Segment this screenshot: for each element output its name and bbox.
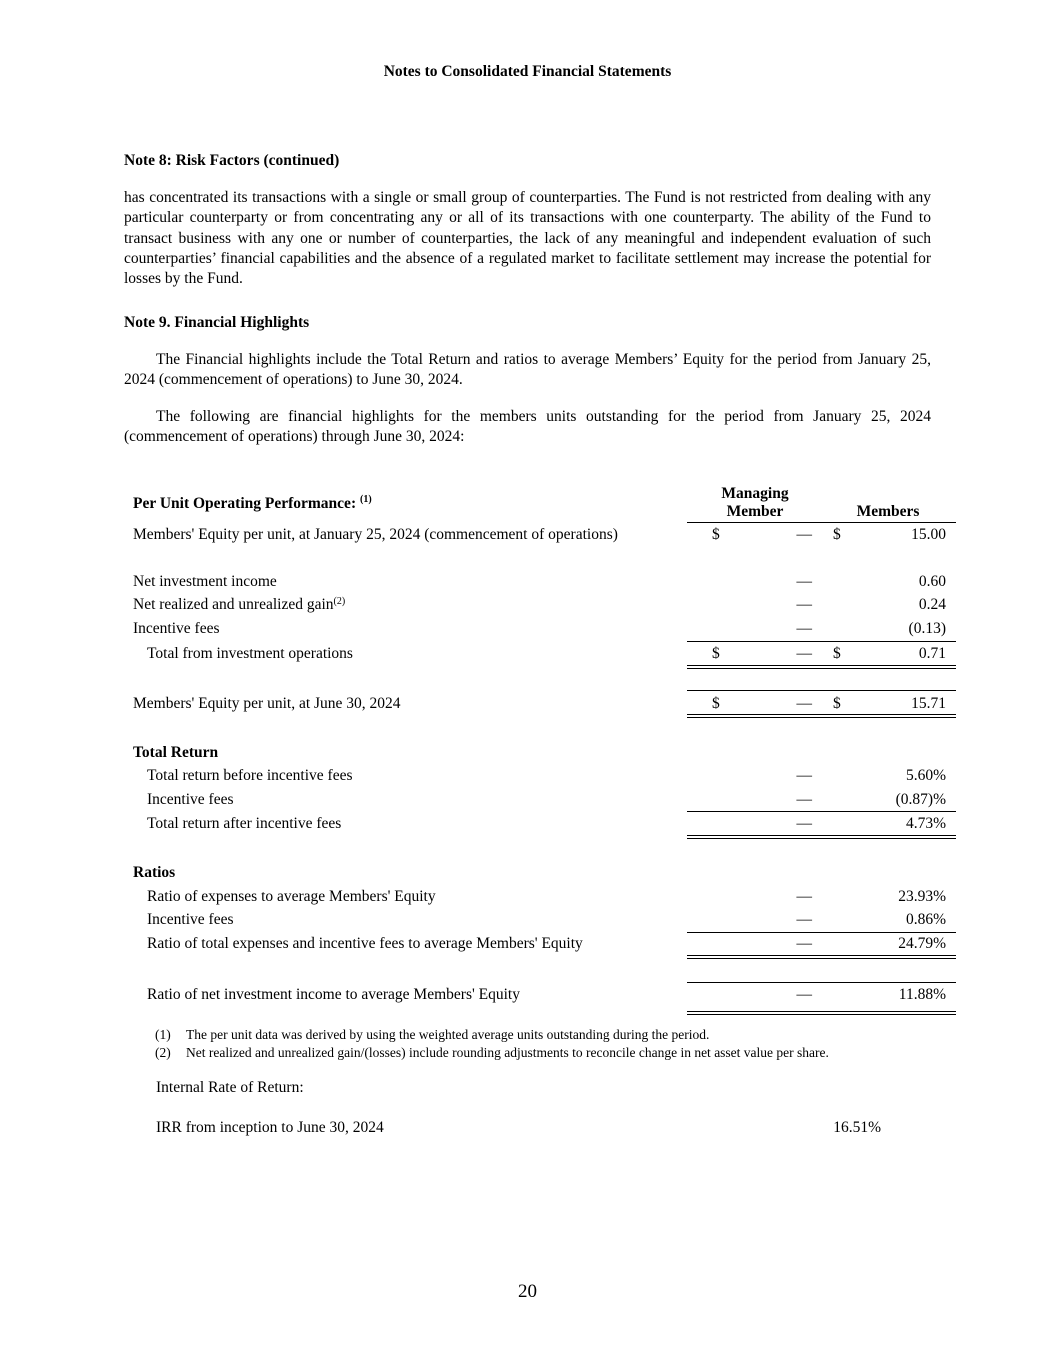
footnote-ref: (2) [333,596,346,607]
members-value: (0.13) [908,620,946,637]
total-double-rule [687,1011,956,1015]
currency-symbol: $ [712,526,720,543]
page-header: Notes to Consolidated Financial Statements [383,63,672,80]
footnote-number: (2) [155,1045,171,1060]
row-label: Members' Equity per unit, at June 30, 2024 [133,695,401,712]
managing-member-value: — [796,888,812,905]
managing-member-value: — [796,526,812,543]
irr-value: 16.51% [833,1119,881,1136]
managing-member-value: — [796,791,812,808]
note9-title: Note 9. Financial Highlights [124,314,310,331]
column-header-managing-line2: Member [726,503,784,520]
members-value: 15.00 [911,526,946,543]
subtotal-rule [687,932,956,933]
table-row [0,573,1055,595]
total-double-rule [687,714,956,718]
managing-member-value: — [796,911,812,928]
footnote-1 [155,1027,709,1043]
members-value: 0.24 [918,596,946,613]
table-row [0,620,1055,642]
row-label: Total return before incentive fees [147,767,353,784]
members-value: 15.71 [911,695,946,712]
table-row [0,815,1055,837]
currency-symbol: $ [712,695,720,712]
members-value: 0.86% [905,911,946,928]
subtotal-rule [687,982,956,983]
currency-symbol: $ [833,695,841,712]
page-number: 20 [518,1281,537,1302]
managing-member-value: — [796,767,812,784]
subtotal-rule [687,641,956,642]
section-header-row [0,864,1055,886]
managing-member-value: — [796,596,812,613]
subtotal-rule [687,690,956,691]
total-double-rule [687,835,956,839]
table-title-text: Per Unit Operating Performance: [133,495,357,512]
row-label-text: Net realized and unrealized gain [133,596,334,613]
row-label: Total from investment operations [147,645,353,662]
table-row [0,645,1055,667]
irr-heading: Internal Rate of Return: [156,1079,304,1096]
managing-member-value: — [796,620,812,637]
table-row [0,767,1055,789]
table-row [0,526,1055,548]
note9-paragraph-1: The Financial highlights include the Total Return and ratios to average Members’ Equity for the period from January 25, 2024 (commencement of operations) to June 30, 2024. [124,351,931,389]
currency-symbol: $ [833,526,841,543]
members-value: 11.88% [898,986,946,1003]
subtotal-rule [687,811,956,812]
row-label [133,596,345,614]
section-header-total-return: Total Return [133,744,219,761]
members-value: 0.71 [918,645,946,662]
column-header-members: Members [856,503,920,520]
table-row [0,986,1055,1008]
table-row [0,888,1055,910]
column-header-managing-member [700,485,810,521]
currency-symbol: $ [833,645,841,662]
footnote-2 [155,1045,829,1061]
row-label: Net investment income [133,573,277,590]
row-label: Incentive fees [147,791,234,808]
section-header-ratios: Ratios [133,864,176,881]
row-label: Members' Equity per unit, at January 25, 2024 (commencement of operations) [133,526,618,543]
table-title [133,494,372,513]
table-row [0,911,1055,933]
managing-member-value: — [796,935,812,952]
table-row [0,791,1055,813]
row-label: Incentive fees [147,911,234,928]
currency-symbol: $ [712,645,720,662]
total-double-rule [687,665,956,669]
table-title-footnote-ref: (1) [359,494,372,505]
note8-paragraph: has concentrated its transactions with a single or small group of counterparties. The Fund is not restricted from dealing with any particular counterparty or from concentrating any or all of its transactions with one counterparty. The ability of the Fund to transact business with any one or number of counterparties, the lack of any meaningful and independent evaluation of such counterparties’ financial capabilities and the absence of a regulated market to facilitate settlement may increase the potential for losses by the Fund. [124,189,931,288]
managing-member-value: — [796,986,812,1003]
table-row [0,935,1055,957]
managing-member-value: — [796,815,812,832]
total-double-rule [687,955,956,959]
managing-member-value: — [796,573,812,590]
column-header-managing-line1: Managing [721,485,789,502]
members-value: 24.79% [898,935,946,952]
irr-label: IRR from inception to June 30, 2024 [156,1119,384,1136]
members-value: 23.93% [898,888,946,905]
table-row [0,596,1055,618]
row-label: Ratio of net investment income to average Members' Equity [147,986,520,1003]
row-label: Ratio of expenses to average Members' Equity [147,888,436,905]
header-rule [687,522,956,523]
members-value: (0.87)% [895,791,946,808]
members-value: 0.60 [918,573,946,590]
members-value: 5.60% [905,767,946,784]
members-value: 4.73% [905,815,946,832]
note9-paragraph-2: The following are financial highlights for the members units outstanding for the period from January 25, 2024 (commencement of operations) through June 30, 2024: [124,408,931,446]
managing-member-value: — [796,645,812,662]
row-label: Total return after incentive fees [147,815,342,832]
note8-title: Note 8: Risk Factors (continued) [124,152,340,169]
managing-member-value: — [796,695,812,712]
row-label: Incentive fees [133,620,220,637]
footnote-number: (1) [155,1027,171,1042]
footnote-text: Net realized and unrealized gain/(losses) include rounding adjustments to reconcile change in net asset value per share. [186,1045,829,1060]
row-label: Ratio of total expenses and incentive fees to average Members' Equity [147,935,583,952]
section-header-row [0,744,1055,766]
footnote-text: The per unit data was derived by using the weighted average units outstanding during the period. [186,1027,710,1042]
